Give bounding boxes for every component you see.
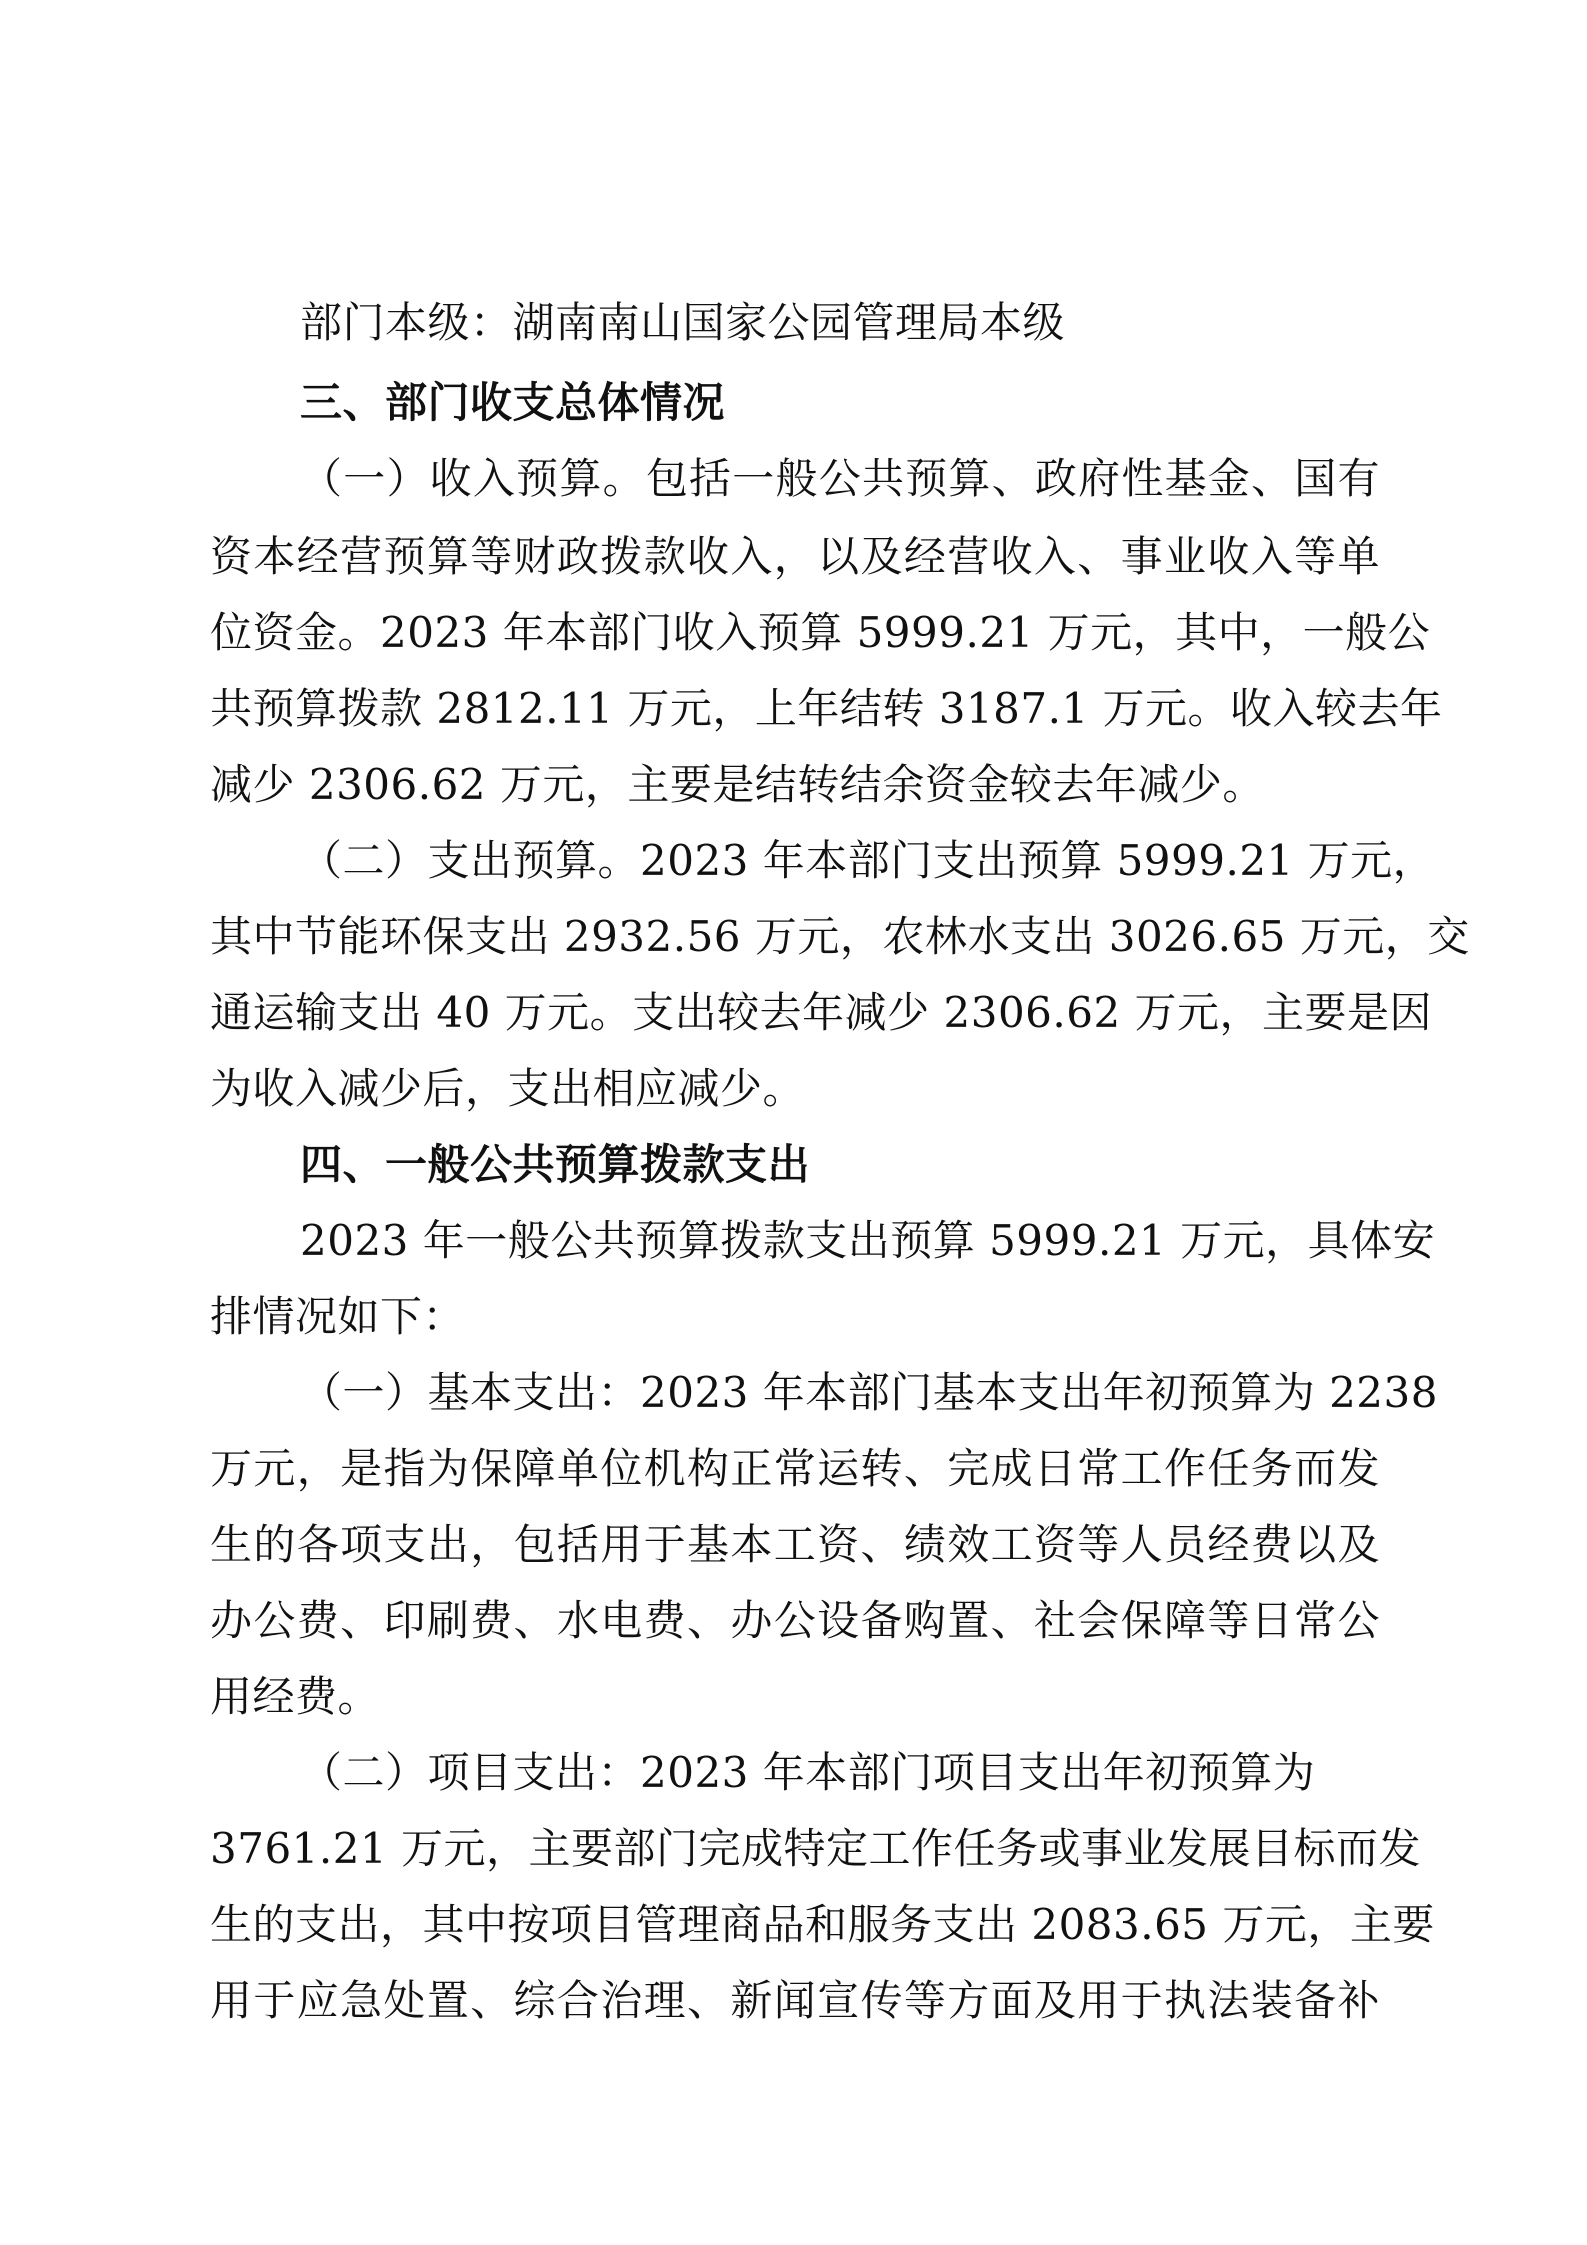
para-expense-line-1: （二）支出预算。2023 年本部门支出预算 5999.21 万元， xyxy=(300,836,1436,885)
para-project-line-2: 3761.21 万元，主要部门完成特定工作任务或事业发展目标而发 xyxy=(210,1824,1422,1873)
para-expense-line-3: 通运输支出 40 万元。支出较去年减少 2306.62 万元，主要是因 xyxy=(210,988,1433,1037)
para-basic-line-1: （一）基本支出：2023 年本部门基本支出年初预算为 2238 xyxy=(300,1368,1438,1417)
para-income-line-3: 位资金。2023 年本部门收入预算 5999.21 万元，其中，一般公 xyxy=(210,608,1431,657)
section-heading-4: 四、一般公共预算拨款支出 xyxy=(300,1140,811,1189)
para-income-line-1: （一）收入预算。包括一般公共预算、政府性基金、国有 xyxy=(300,454,1380,503)
para-basic-line-3: 生的各项支出，包括用于基本工资、绩效工资等人员经费以及 xyxy=(210,1520,1380,1569)
para-income-line-2: 资本经营预算等财政拨款收入，以及经营收入、事业收入等单 xyxy=(210,532,1380,581)
section-heading-3: 三、部门收支总体情况 xyxy=(300,378,726,427)
para-project-line-4: 用于应急处置、综合治理、新闻宣传等方面及用于执法装备补 xyxy=(210,1976,1380,2025)
para-basic-line-2: 万元，是指为保障单位机构正常运转、完成日常工作任务而发 xyxy=(210,1444,1380,1493)
para-project-line-3: 生的支出，其中按项目管理商品和服务支出 2083.65 万元，主要 xyxy=(210,1900,1435,1949)
para-general-line-2: 排情况如下： xyxy=(210,1292,466,1341)
para-basic-line-5: 用经费。 xyxy=(210,1672,381,1721)
para-income-line-4: 共预算拨款 2812.11 万元，上年结转 3187.1 万元。收入较去年 xyxy=(210,684,1443,733)
para-project-line-1: （二）项目支出：2023 年本部门项目支出年初预算为 xyxy=(300,1748,1316,1797)
para-expense-line-2: 其中节能环保支出 2932.56 万元，农林水支出 3026.65 万元，交 xyxy=(210,912,1470,961)
unit-line: 部门本级：湖南南山国家公园管理局本级 xyxy=(300,298,1066,347)
para-basic-line-4: 办公费、印刷费、水电费、办公设备购置、社会保障等日常公 xyxy=(210,1596,1380,1645)
para-income-line-5: 减少 2306.62 万元，主要是结转结余资金较去年减少。 xyxy=(210,760,1265,809)
para-expense-line-4: 为收入减少后，支出相应减少。 xyxy=(210,1064,806,1113)
para-general-line-1: 2023 年一般公共预算拨款支出预算 5999.21 万元，具体安 xyxy=(300,1216,1436,1265)
